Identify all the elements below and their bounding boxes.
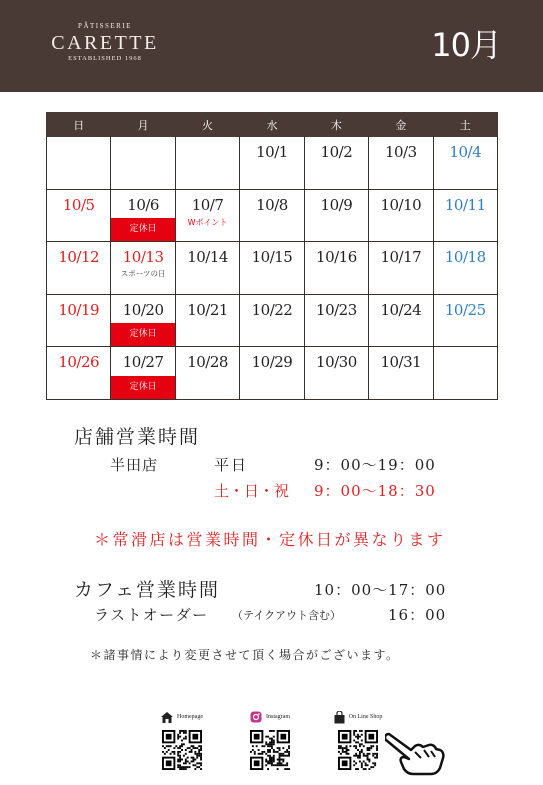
- day-number: 10/12: [58, 248, 100, 266]
- calendar-day-cell: [175, 137, 239, 190]
- calendar-week-row: [47, 189, 498, 242]
- brand-sub: ESTABLISHED 1968: [68, 55, 142, 62]
- holiday-name: スポーツの日: [120, 269, 166, 278]
- day-number: 10/11: [444, 195, 486, 214]
- calendar-week-row: [47, 242, 498, 295]
- calendar-day-cell: [111, 137, 175, 190]
- calendar-day-cell: [369, 242, 433, 295]
- header-bar: [0, 0, 543, 92]
- calendar-day-cell: [240, 189, 304, 242]
- day-number: 10/23: [316, 300, 357, 319]
- calendar-day-cell: [433, 294, 497, 347]
- homepage-label: Homepage: [177, 714, 203, 720]
- calendar-day-cell: [304, 294, 368, 347]
- pointing-hand-icon: [385, 728, 447, 776]
- calendar-day-cell: [304, 189, 368, 242]
- weekday-header: 月: [111, 113, 175, 137]
- calendar-day-cell: [240, 242, 304, 295]
- calendar-day-cell: [240, 347, 304, 400]
- weekday-header-row: [47, 113, 498, 137]
- store-name: 半田店: [110, 456, 159, 474]
- calendar-day-cell: [175, 294, 239, 347]
- day-number: 10/5: [62, 195, 95, 214]
- weekday-header: 土: [433, 113, 497, 137]
- day-number: 10/26: [58, 353, 100, 371]
- calendar-day-cell: [240, 294, 304, 347]
- day-number: 10/9: [320, 195, 353, 214]
- calendar-week-row: [47, 294, 498, 347]
- closed-day-badge: 定休日: [111, 218, 174, 241]
- day-number: 10/17: [380, 248, 422, 266]
- calendar-day-cell: [111, 294, 175, 347]
- instagram-icon: [250, 711, 262, 723]
- point-event-label: Wポイント: [187, 217, 228, 227]
- cafe-hours-title: カフェ営業時間: [74, 579, 221, 601]
- tokoname-notice: ＊常滑店は営業時間・定休日が異なります: [94, 530, 446, 549]
- calendar-day-cell: [47, 347, 111, 400]
- day-number: 10/31: [380, 353, 422, 371]
- calendar-day-cell: [304, 242, 368, 295]
- calendar-day-cell: [47, 137, 111, 190]
- homepage-qr-code[interactable]: [162, 730, 202, 770]
- calendar-day-cell: [111, 347, 175, 400]
- instagram-label: Instagram: [266, 714, 290, 720]
- weekend-time: 9：00〜18：30: [314, 482, 436, 500]
- day-number: 10/14: [187, 248, 228, 266]
- home-icon: [161, 712, 173, 723]
- day-number: 10/22: [251, 300, 293, 319]
- day-number: 10/8: [256, 195, 288, 214]
- instagram-qr-block[interactable]: [225, 710, 315, 770]
- footnote: ＊諸事情により変更させて頂く場合がございます。: [90, 648, 400, 662]
- day-number: 10/15: [251, 248, 293, 266]
- day-number: 10/19: [58, 300, 100, 319]
- closed-day-badge: 定休日: [111, 376, 174, 399]
- instagram-qr-code[interactable]: [250, 730, 290, 770]
- weekday-header: 火: [175, 113, 239, 137]
- day-number: 10/13: [122, 248, 164, 266]
- day-number: 10/2: [320, 143, 353, 161]
- weekday-label: 平日: [214, 456, 249, 474]
- day-number: 10/25: [444, 300, 486, 319]
- day-number: 10/6: [127, 195, 159, 214]
- shop-qr-code[interactable]: [338, 730, 378, 770]
- weekday-header: 木: [304, 113, 368, 137]
- calendar-day-cell: [111, 189, 175, 242]
- brand-name: CARETTE: [51, 32, 159, 54]
- calendar-day-cell: [304, 347, 368, 400]
- day-number: 10/29: [251, 353, 293, 371]
- closed-day-badge: 定休日: [111, 323, 174, 346]
- last-order-note: （テイクアウト含む）: [232, 609, 342, 622]
- day-number: 10/1: [256, 143, 288, 161]
- weekday-header: 水: [240, 113, 304, 137]
- weekday-header: 日: [47, 113, 111, 137]
- day-number: 10/16: [316, 248, 357, 266]
- calendar-day-cell: [304, 137, 368, 190]
- calendar-day-cell: [175, 189, 239, 242]
- calendar-day-cell: [369, 137, 433, 190]
- calendar-day-cell: [240, 137, 304, 190]
- day-number: 10/27: [122, 353, 164, 371]
- cafe-hours-time: 10：00〜17：00: [314, 581, 447, 599]
- last-order-label: ラストオーダー: [94, 606, 209, 624]
- calendar-day-cell: [369, 294, 433, 347]
- day-number: 10/10: [380, 195, 422, 214]
- day-number: 10/4: [449, 143, 482, 161]
- shop-label: On Line Shop: [348, 713, 383, 720]
- day-number: 10/28: [187, 353, 228, 371]
- day-number: 10/18: [444, 248, 486, 266]
- weekday-header: 金: [369, 113, 433, 137]
- day-number: 10/20: [122, 300, 164, 319]
- day-number: 10/21: [187, 300, 228, 319]
- calendar-day-cell: [369, 189, 433, 242]
- calendar-day-cell: [111, 242, 175, 295]
- day-number: 10/24: [380, 300, 422, 319]
- calendar-day-cell: [369, 347, 433, 400]
- calendar-day-cell: [433, 347, 497, 400]
- calendar-week-row: [47, 347, 498, 400]
- day-number: 10/7: [191, 195, 224, 214]
- calendar-day-cell: [47, 294, 111, 347]
- day-number: 10/30: [316, 353, 357, 371]
- month-title: 10月: [431, 26, 501, 64]
- calendar-day-cell: [47, 242, 111, 295]
- calendar-day-cell: [433, 189, 497, 242]
- brand-logo: [47, 22, 163, 62]
- calendar-day-cell: [433, 242, 497, 295]
- calendar-day-cell: [175, 242, 239, 295]
- day-number: 10/3: [384, 143, 417, 161]
- calendar-day-cell: [175, 347, 239, 400]
- calendar-day-cell: [47, 189, 111, 242]
- brand-top: PÂTISSERIE: [78, 22, 132, 30]
- homepage-qr-block[interactable]: [137, 710, 227, 770]
- weekend-label: 土・日・祝: [214, 482, 290, 500]
- store-hours-title: 店舗営業時間: [74, 426, 201, 448]
- calendar-table: [46, 112, 498, 400]
- calendar-day-cell: [433, 137, 497, 190]
- last-order-time: 16：00: [388, 606, 447, 624]
- weekday-time: 9：00〜19：00: [314, 456, 436, 474]
- calendar-week-row: [47, 137, 498, 190]
- shop-bag-icon: [334, 711, 345, 724]
